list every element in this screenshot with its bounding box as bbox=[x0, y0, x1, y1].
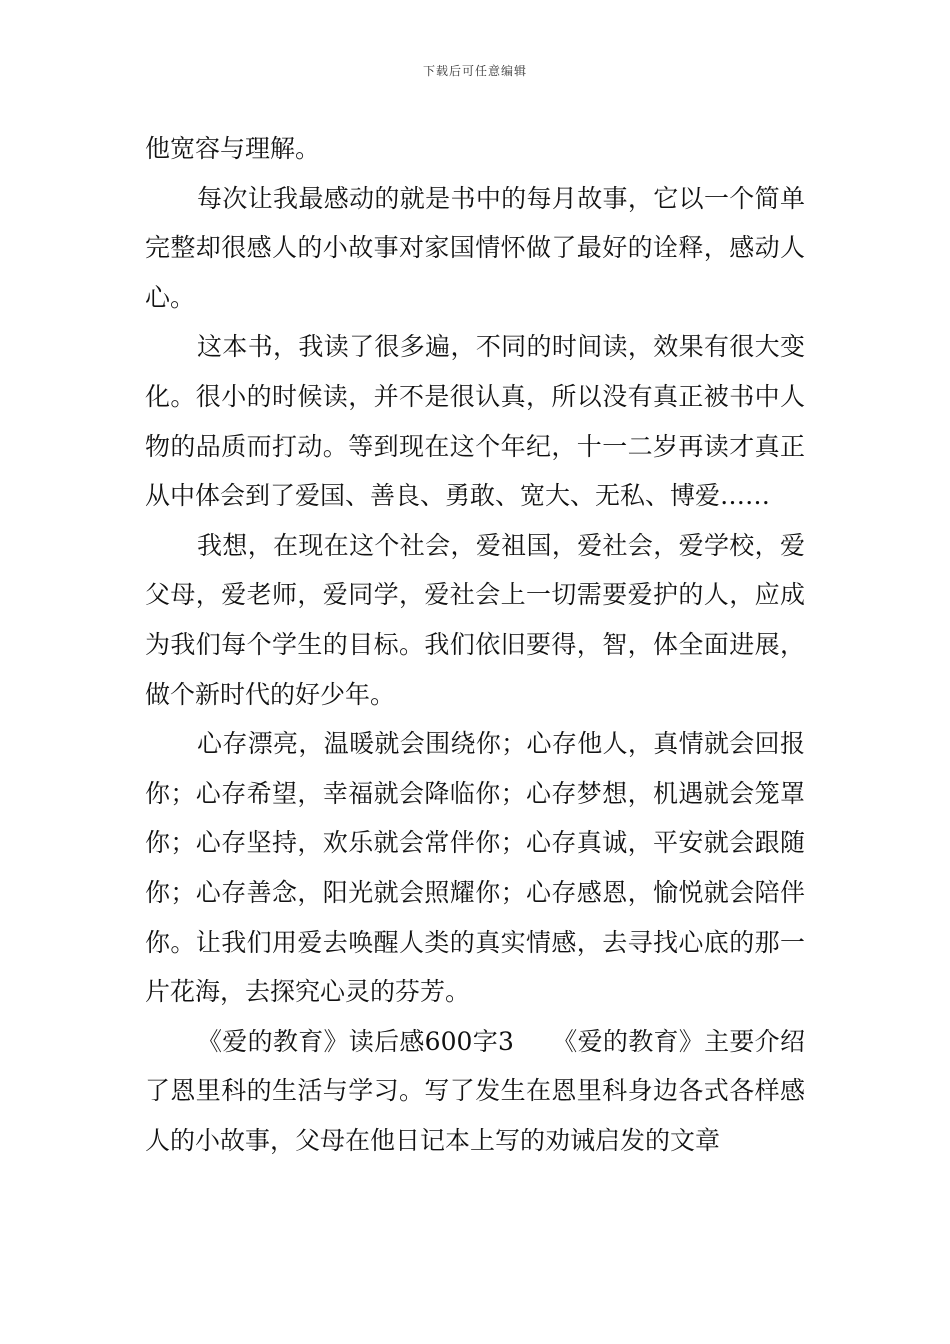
paragraph: 这本书，我读了很多遍，不同的时间读，效果有很大变化。很小的时候读，并不是很认真，所以没有真正被书中人物的品质而打动。等到现在这个年纪，十一二岁再读才真正从中体会到了爱国、善良、勇敢、宽大、无私、博爱…… bbox=[145, 332, 805, 511]
paragraph-continuation: 他宽容与理解。 bbox=[145, 134, 321, 163]
page-header: 下载后可任意编辑 bbox=[422, 64, 527, 78]
paragraph: 心存漂亮，温暖就会围绕你；心存他人，真情就会回报你；心存希望，幸福就会降临你；心存梦想，机遇就会笼罩你；心存坚持，欢乐就会常伴你；心存真诚，平安就会跟随你；心存善念，阳光就会照耀你；心存感恩，愉悦就会陪伴你。让我们用爱去唤醒人类的真实情感，去寻找心底的那一片花海，去探究心灵的芬芳。 bbox=[145, 729, 805, 1007]
paragraph: 每次让我最感动的就是书中的每月故事，它以一个简单完整却很感人的小故事对家国情怀做了最好的诠释，感动人心。 bbox=[145, 183, 805, 312]
document-body bbox=[145, 124, 805, 1165]
paragraph: 我想，在现在这个社会，爱祖国，爱社会，爱学校，爱父母，爱老师，爱同学，爱社会上一切需要爱护的人，应成为我们每个学生的目标。我们依旧要得，智，体全面进展，做个新时代的好少年。 bbox=[145, 530, 805, 709]
paragraph: 《爱的教育》读后感600字3 《爱的教育》主要介绍了恩里科的生活与学习。写了发生在恩里科身边各式各样感人的小故事，父母在他日记本上写的劝诫启发的文章 bbox=[145, 1026, 805, 1155]
